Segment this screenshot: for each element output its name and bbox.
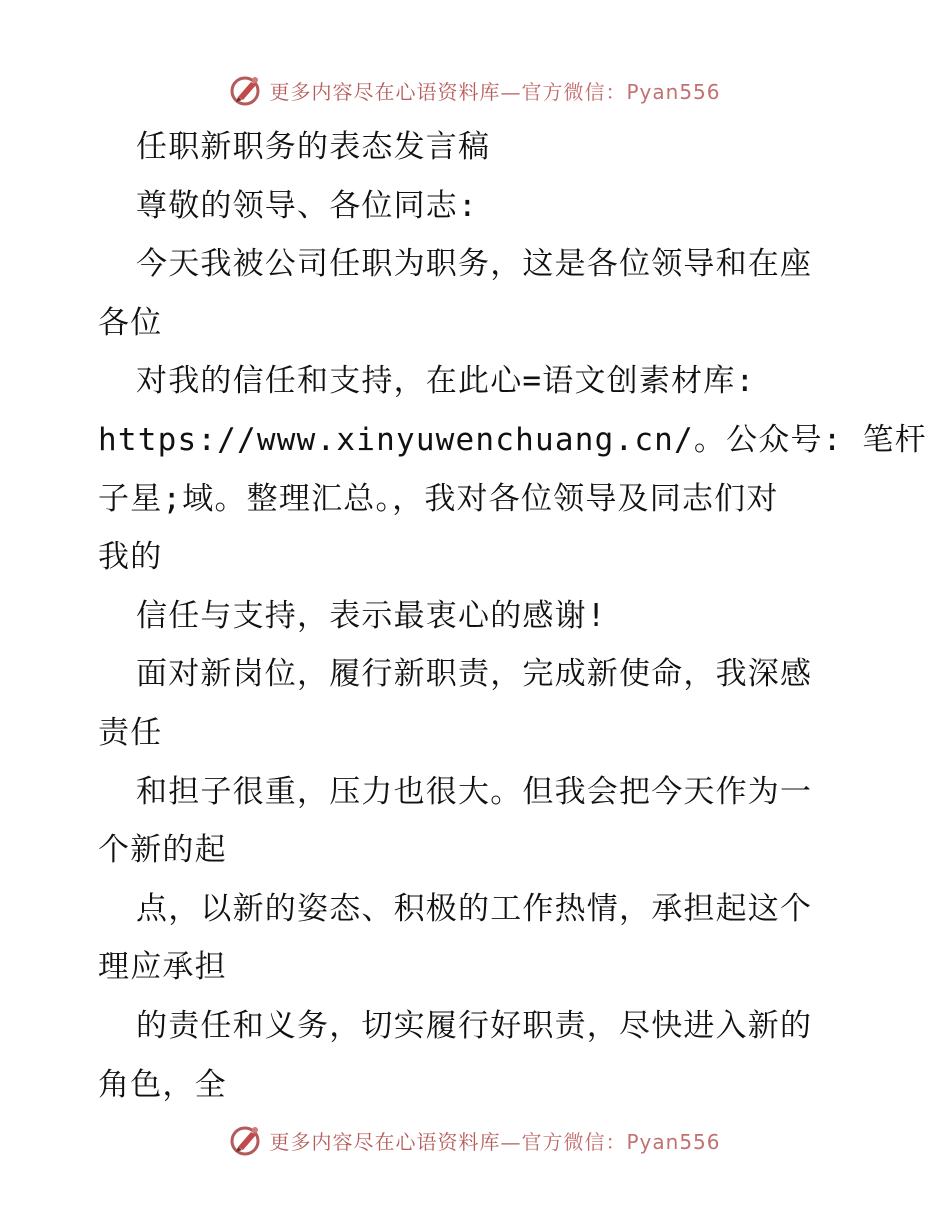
wechat-id: Pyan556 <box>626 79 721 104</box>
paragraph-line: 信任与支持，表示最衷心的感谢! <box>136 597 607 634</box>
document-body <box>98 118 927 1114</box>
pen-logo-icon <box>229 73 263 107</box>
paragraph-line: https://www.xinyuwenchuang.cn/。公众号: 笔杆 <box>98 421 927 458</box>
footer-banner <box>0 1120 950 1160</box>
paragraph-line: 今天我被公司任职为职务，这是各位领导和在座 <box>136 246 813 283</box>
doc-title: 任职新职务的表态发言稿 <box>136 129 491 165</box>
paragraph-line: 和担子很重，压力也很大。但我会把今天作为一 <box>136 773 813 810</box>
paragraph-line: 我的 <box>98 539 163 576</box>
paragraph-line: 子星;域。整理汇总。，我对各位领导及同志们对 <box>98 480 779 517</box>
paragraph-line: 个新的起 <box>98 832 227 869</box>
paragraph-line: 责任 <box>98 714 163 751</box>
paragraph-line: 理应承担 <box>98 949 227 986</box>
paragraph-line: 面对新岗位，履行新职责，完成新使命，我深感 <box>136 656 813 693</box>
banner-text: 更多内容尽在心语资料库—官方微信：Pyan556 <box>269 79 721 104</box>
wechat-id: Pyan556 <box>626 1129 721 1154</box>
paragraph-line: 对我的信任和支持，在此心=语文创素材库: <box>136 363 756 400</box>
paragraph-line: 各位 <box>98 304 163 341</box>
paragraph-line: 点，以新的姿态、积极的工作热情，承担起这个 <box>136 890 813 927</box>
paragraph-line: 角色，全 <box>98 1066 227 1103</box>
banner-text: 更多内容尽在心语资料库—官方微信：Pyan556 <box>269 1129 721 1154</box>
header-banner <box>0 70 950 110</box>
salutation: 尊敬的领导、各位同志: <box>136 187 478 224</box>
paragraph-line: 的责任和义务，切实履行好职责，尽快进入新的 <box>136 1007 813 1044</box>
pen-logo-icon <box>229 1123 263 1157</box>
